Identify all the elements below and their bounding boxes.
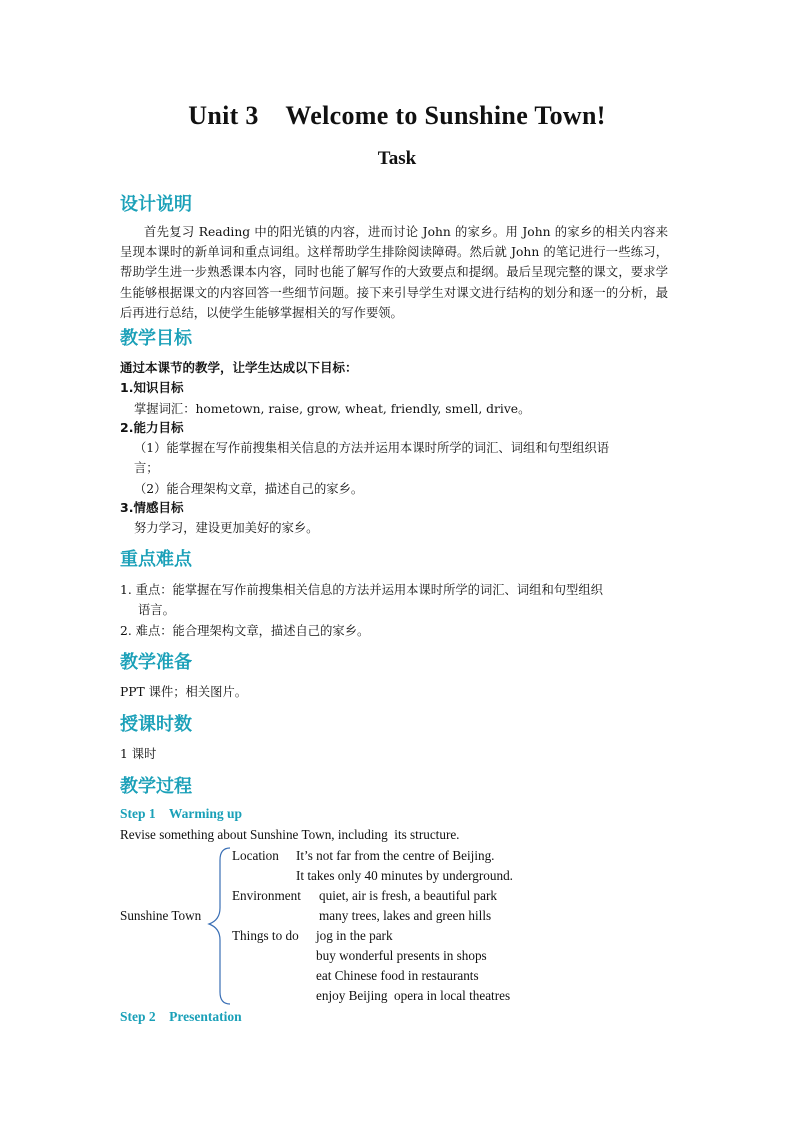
environment-label: Environment [232,888,301,903]
time-heading: 授课时数 [120,714,192,735]
things-line-1: jog in the park [316,928,393,943]
ability-item-1: （1）能掌握在写作前搜集相关信息的方法并运用本课时所学的词汇、词组和句型组织语 [134,441,610,455]
prep-text: PPT 课件；相关图片。 [120,685,248,699]
ability-title: 2.能力目标 [120,420,184,435]
things-line-3: eat Chinese food in restaurants [316,968,479,983]
design-heading: 设计说明 [120,194,192,215]
ability-item-2: （2）能合理架构文章，描述自己的家乡。 [134,482,364,496]
step1-text: Revise something about Sunshine Town, including its structure. [120,827,460,842]
location-line-1: It’s not far from the centre of Beijing. [296,848,495,863]
key-item-1-cont: 语言。 [138,603,175,617]
goals-intro: 通过本课节的教学，让学生达成以下目标： [120,360,358,375]
things-label: Things to do [232,928,299,943]
key-item-1: 1. 重点：能掌握在写作前搜集相关信息的方法并运用本课时所学的词汇、词组和句型组织 [120,583,603,597]
step1-title: Step 1 Warming up [120,806,243,821]
prep-heading: 教学准备 [120,652,192,673]
page-title: Unit 3 Welcome to Sunshine Town! [188,101,606,130]
process-heading: 教学过程 [120,776,192,797]
key-heading: 重点难点 [120,549,192,570]
design-paragraph: 首先复习 Reading 中的阳光镇的内容，进而讨论 John 的家乡。用 John 的家乡的相关内容来呈现本课时的新单词和重点词组。这样帮助学生排除阅读障碍。然后就 John 的笔记进行一些练习，帮助学生进一步熟悉课本内容，同时也能了解写作的大致要点和提纲。最后呈现完整的课文，要求学生能够根据课文的内容回答一些细节问题。接下来引导学生对课文进行结构的划分和逐一的分析，最后再进行总结，以使学生能够掌握相关的写作要领。 [120,225,668,320]
things-line-4: enjoy Beijing opera in local theatres [316,988,511,1003]
goals-heading: 教学目标 [120,328,192,349]
location-label: Location [232,848,279,863]
knowledge-text: 掌握词汇：hometown, raise, grow, wheat, friendly, smell, drive。 [134,402,531,416]
environment-line-1: quiet, air is fresh, a beautiful park [319,888,497,903]
time-text: 1 课时 [120,747,157,761]
key-item-2: 2. 难点：能合理架构文章，描述自己的家乡。 [120,624,370,638]
emotion-text: 努力学习，建设更加美好的家乡。 [134,521,319,535]
location-line-2: It takes only 40 minutes by underground. [296,868,513,883]
tree-root: Sunshine Town [120,908,202,923]
knowledge-title: 1.知识目标 [120,380,184,395]
brace-icon [206,846,232,1006]
environment-line-2: many trees, lakes and green hills [319,908,492,923]
step2-title: Step 2 Presentation [120,1009,242,1024]
things-line-2: buy wonderful presents in shops [316,948,487,963]
ability-item-1-cont: 言； [134,461,159,475]
page-subtitle: Task [377,148,417,169]
emotion-title: 3.情感目标 [120,500,184,515]
